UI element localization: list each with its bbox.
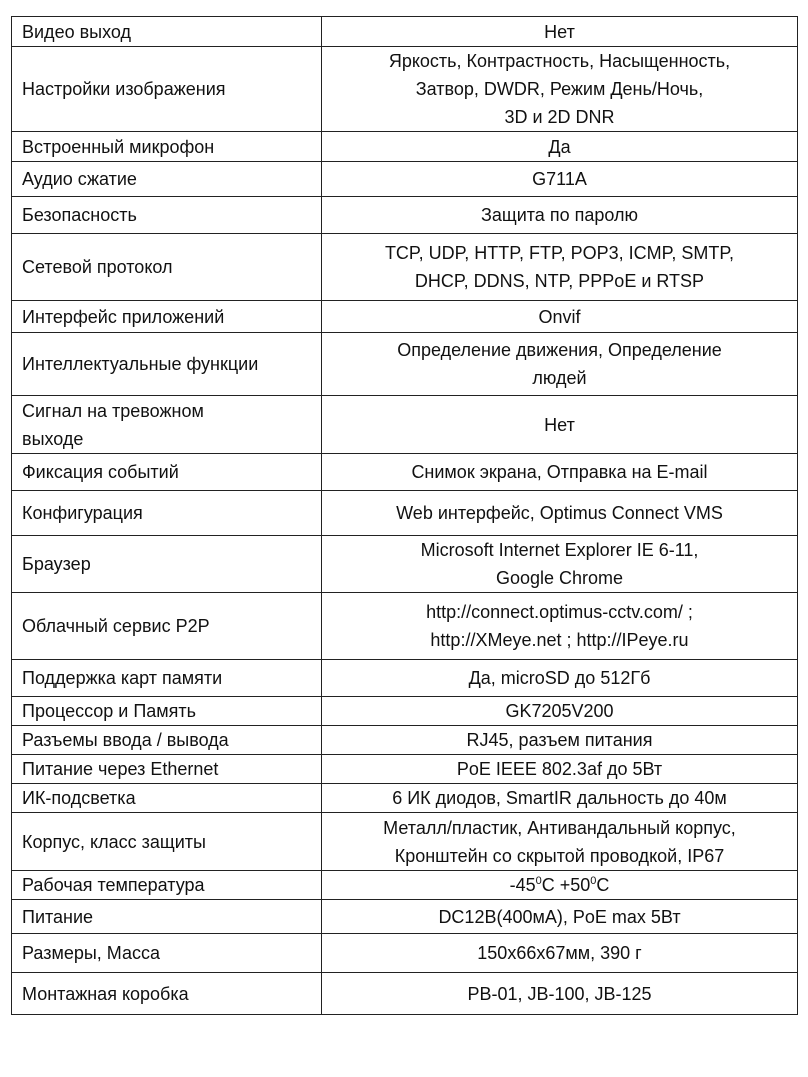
spec-value-line: Кронштейн со скрытой проводкой, IP67 xyxy=(394,845,725,866)
spec-label-line: Встроенный микрофон xyxy=(22,136,215,157)
spec-value xyxy=(322,934,798,973)
spec-value xyxy=(322,132,798,162)
table-row xyxy=(12,333,798,396)
spec-value-part: C xyxy=(596,875,610,895)
table-row xyxy=(12,536,798,593)
spec-label-line: Размеры, Масса xyxy=(22,943,161,963)
spec-value xyxy=(322,871,798,900)
spec-label-line: Интерфейс приложений xyxy=(22,306,225,327)
table-row xyxy=(12,17,798,47)
spec-value-part: C +50 xyxy=(541,875,591,895)
spec-value xyxy=(322,197,798,234)
spec-label xyxy=(12,234,322,301)
spec-value xyxy=(322,47,798,132)
spec-label xyxy=(12,162,322,197)
spec-label-line: Настройки изображения xyxy=(22,79,226,99)
table-row xyxy=(12,784,798,813)
table-row xyxy=(12,900,798,934)
spec-value xyxy=(322,973,798,1015)
spec-label xyxy=(12,900,322,934)
spec-label xyxy=(12,396,322,454)
spec-label-line: Поддержка карт памяти xyxy=(22,668,223,688)
spec-value xyxy=(322,536,798,593)
spec-label xyxy=(12,301,322,333)
table-row xyxy=(12,132,798,162)
spec-value-line: PB-01, JB-100, JB-125 xyxy=(467,983,652,1004)
spec-value-line: Onvif xyxy=(538,306,581,327)
spec-label-line: ИК-подсветка xyxy=(22,788,136,808)
spec-value-line: Определение движения, Определение xyxy=(397,340,722,360)
spec-label xyxy=(12,47,322,132)
spec-value-line xyxy=(330,871,789,899)
spec-value-line: RJ45, разъем питания xyxy=(466,730,653,750)
spec-table xyxy=(11,16,798,1015)
spec-value-line: GK7205V200 xyxy=(505,701,614,721)
spec-value xyxy=(322,784,798,813)
spec-value-line: Яркость, Контрастность, Насыщенность, xyxy=(388,51,731,71)
spec-label xyxy=(12,973,322,1015)
table-row xyxy=(12,396,798,454)
table-row xyxy=(12,47,798,132)
table-row xyxy=(12,726,798,755)
spec-value-line: DHCP, DDNS, NTP, PPPoE и RTSP xyxy=(414,271,705,291)
spec-value-line: DC12В(400мА), PoE max 5Вт xyxy=(438,906,681,927)
table-row xyxy=(12,755,798,784)
spec-value-line: 6 ИК диодов, SmartIR дальность до 40м xyxy=(392,788,727,808)
spec-value-line: 150х66х67мм, 390 г xyxy=(477,943,642,963)
spec-label-line: Конфигурация xyxy=(22,503,143,523)
spec-value xyxy=(322,162,798,197)
spec-value xyxy=(322,234,798,301)
table-row xyxy=(12,197,798,234)
spec-value xyxy=(322,17,798,47)
spec-value-line: http://connect.optimus-cctv.com/ ; xyxy=(426,602,693,622)
spec-value-line: G711A xyxy=(532,169,587,189)
table-row xyxy=(12,162,798,197)
spec-value xyxy=(322,593,798,660)
spec-value xyxy=(322,697,798,726)
spec-label-line: Браузер xyxy=(22,554,91,574)
spec-label xyxy=(12,813,322,871)
spec-label-line: Видео выход xyxy=(22,21,132,42)
spec-label xyxy=(12,871,322,900)
spec-label-line: Процессор и Память xyxy=(22,701,197,721)
spec-value-line: Защита по паролю xyxy=(481,205,638,225)
spec-value-line: Google Chrome xyxy=(495,568,624,588)
spec-value-line: Microsoft Internet Explorer IE 6-11, xyxy=(420,540,699,560)
table-row xyxy=(12,660,798,697)
spec-label-line: Безопасность xyxy=(22,205,137,225)
spec-label-line: Монтажная коробка xyxy=(22,983,189,1004)
spec-label-line: Питание xyxy=(22,906,94,927)
spec-value-line: Нет xyxy=(544,21,575,42)
spec-label-line: Сетевой протокол xyxy=(22,257,173,277)
table-row xyxy=(12,697,798,726)
spec-label-line: Корпус, класс защиты xyxy=(22,831,206,852)
spec-label-line: Сигнал на тревожном xyxy=(22,400,204,421)
spec-label xyxy=(12,333,322,396)
spec-label-line: Питание через Ethernet xyxy=(22,759,219,779)
spec-value xyxy=(322,660,798,697)
spec-value-line: Нет xyxy=(544,414,575,435)
degree-superscript: 0 xyxy=(535,875,542,887)
spec-label-line: Облачный сервис P2P xyxy=(22,616,210,636)
spec-label xyxy=(12,755,322,784)
table-row xyxy=(12,454,798,491)
spec-value xyxy=(322,396,798,454)
spec-value-line: 3D и 2D DNR xyxy=(504,107,615,127)
spec-table-body xyxy=(12,17,798,1015)
spec-label xyxy=(12,132,322,162)
spec-value-line: Металл/пластик, Антивандальный корпус, xyxy=(383,817,736,838)
spec-label xyxy=(12,660,322,697)
table-row xyxy=(12,593,798,660)
spec-label xyxy=(12,197,322,234)
spec-value xyxy=(322,813,798,871)
spec-value-part: -45 xyxy=(509,875,536,895)
spec-value-line: Да, microSD до 512Гб xyxy=(468,668,651,688)
spec-label xyxy=(12,536,322,593)
spec-label-line: Аудио сжатие xyxy=(22,169,137,189)
spec-label-line: Интеллектуальные функции xyxy=(22,354,259,374)
spec-value-line: людей xyxy=(532,368,587,388)
spec-value-line: PoE IEEE 802.3af до 5Вт xyxy=(456,759,663,779)
degree-superscript: 0 xyxy=(590,875,597,887)
spec-label xyxy=(12,934,322,973)
spec-label xyxy=(12,593,322,660)
table-row xyxy=(12,871,798,900)
spec-label xyxy=(12,454,322,491)
spec-value xyxy=(322,301,798,333)
spec-label-line: Рабочая температура xyxy=(22,875,205,895)
spec-value-line: TCP, UDP, HTTP, FTP, POP3, ICMP, SMTP, xyxy=(384,243,735,263)
spec-label xyxy=(12,491,322,536)
table-row xyxy=(12,234,798,301)
table-row xyxy=(12,973,798,1015)
spec-value xyxy=(322,755,798,784)
spec-label xyxy=(12,17,322,47)
spec-value xyxy=(322,454,798,491)
table-row xyxy=(12,813,798,871)
spec-value-line: http://XMeye.net ; http://IPeye.ru xyxy=(430,630,689,650)
spec-label-line: выходе xyxy=(22,428,84,449)
spec-value xyxy=(322,900,798,934)
spec-value xyxy=(322,726,798,755)
spec-label-line: Фиксация событий xyxy=(22,462,179,482)
table-row xyxy=(12,491,798,536)
spec-value xyxy=(322,491,798,536)
spec-label xyxy=(12,697,322,726)
table-row xyxy=(12,934,798,973)
spec-value xyxy=(322,333,798,396)
spec-label-line: Разъемы ввода / вывода xyxy=(22,730,229,750)
spec-value-line: Снимок экрана, Отправка на E-mail xyxy=(411,462,708,482)
spec-label xyxy=(12,726,322,755)
spec-value-line: Web интерфейс, Optimus Connect VMS xyxy=(396,503,723,523)
spec-value-line: Затвор, DWDR, Режим День/Ночь, xyxy=(415,79,704,99)
table-row xyxy=(12,301,798,333)
spec-value-line: Да xyxy=(548,136,571,157)
spec-label xyxy=(12,784,322,813)
